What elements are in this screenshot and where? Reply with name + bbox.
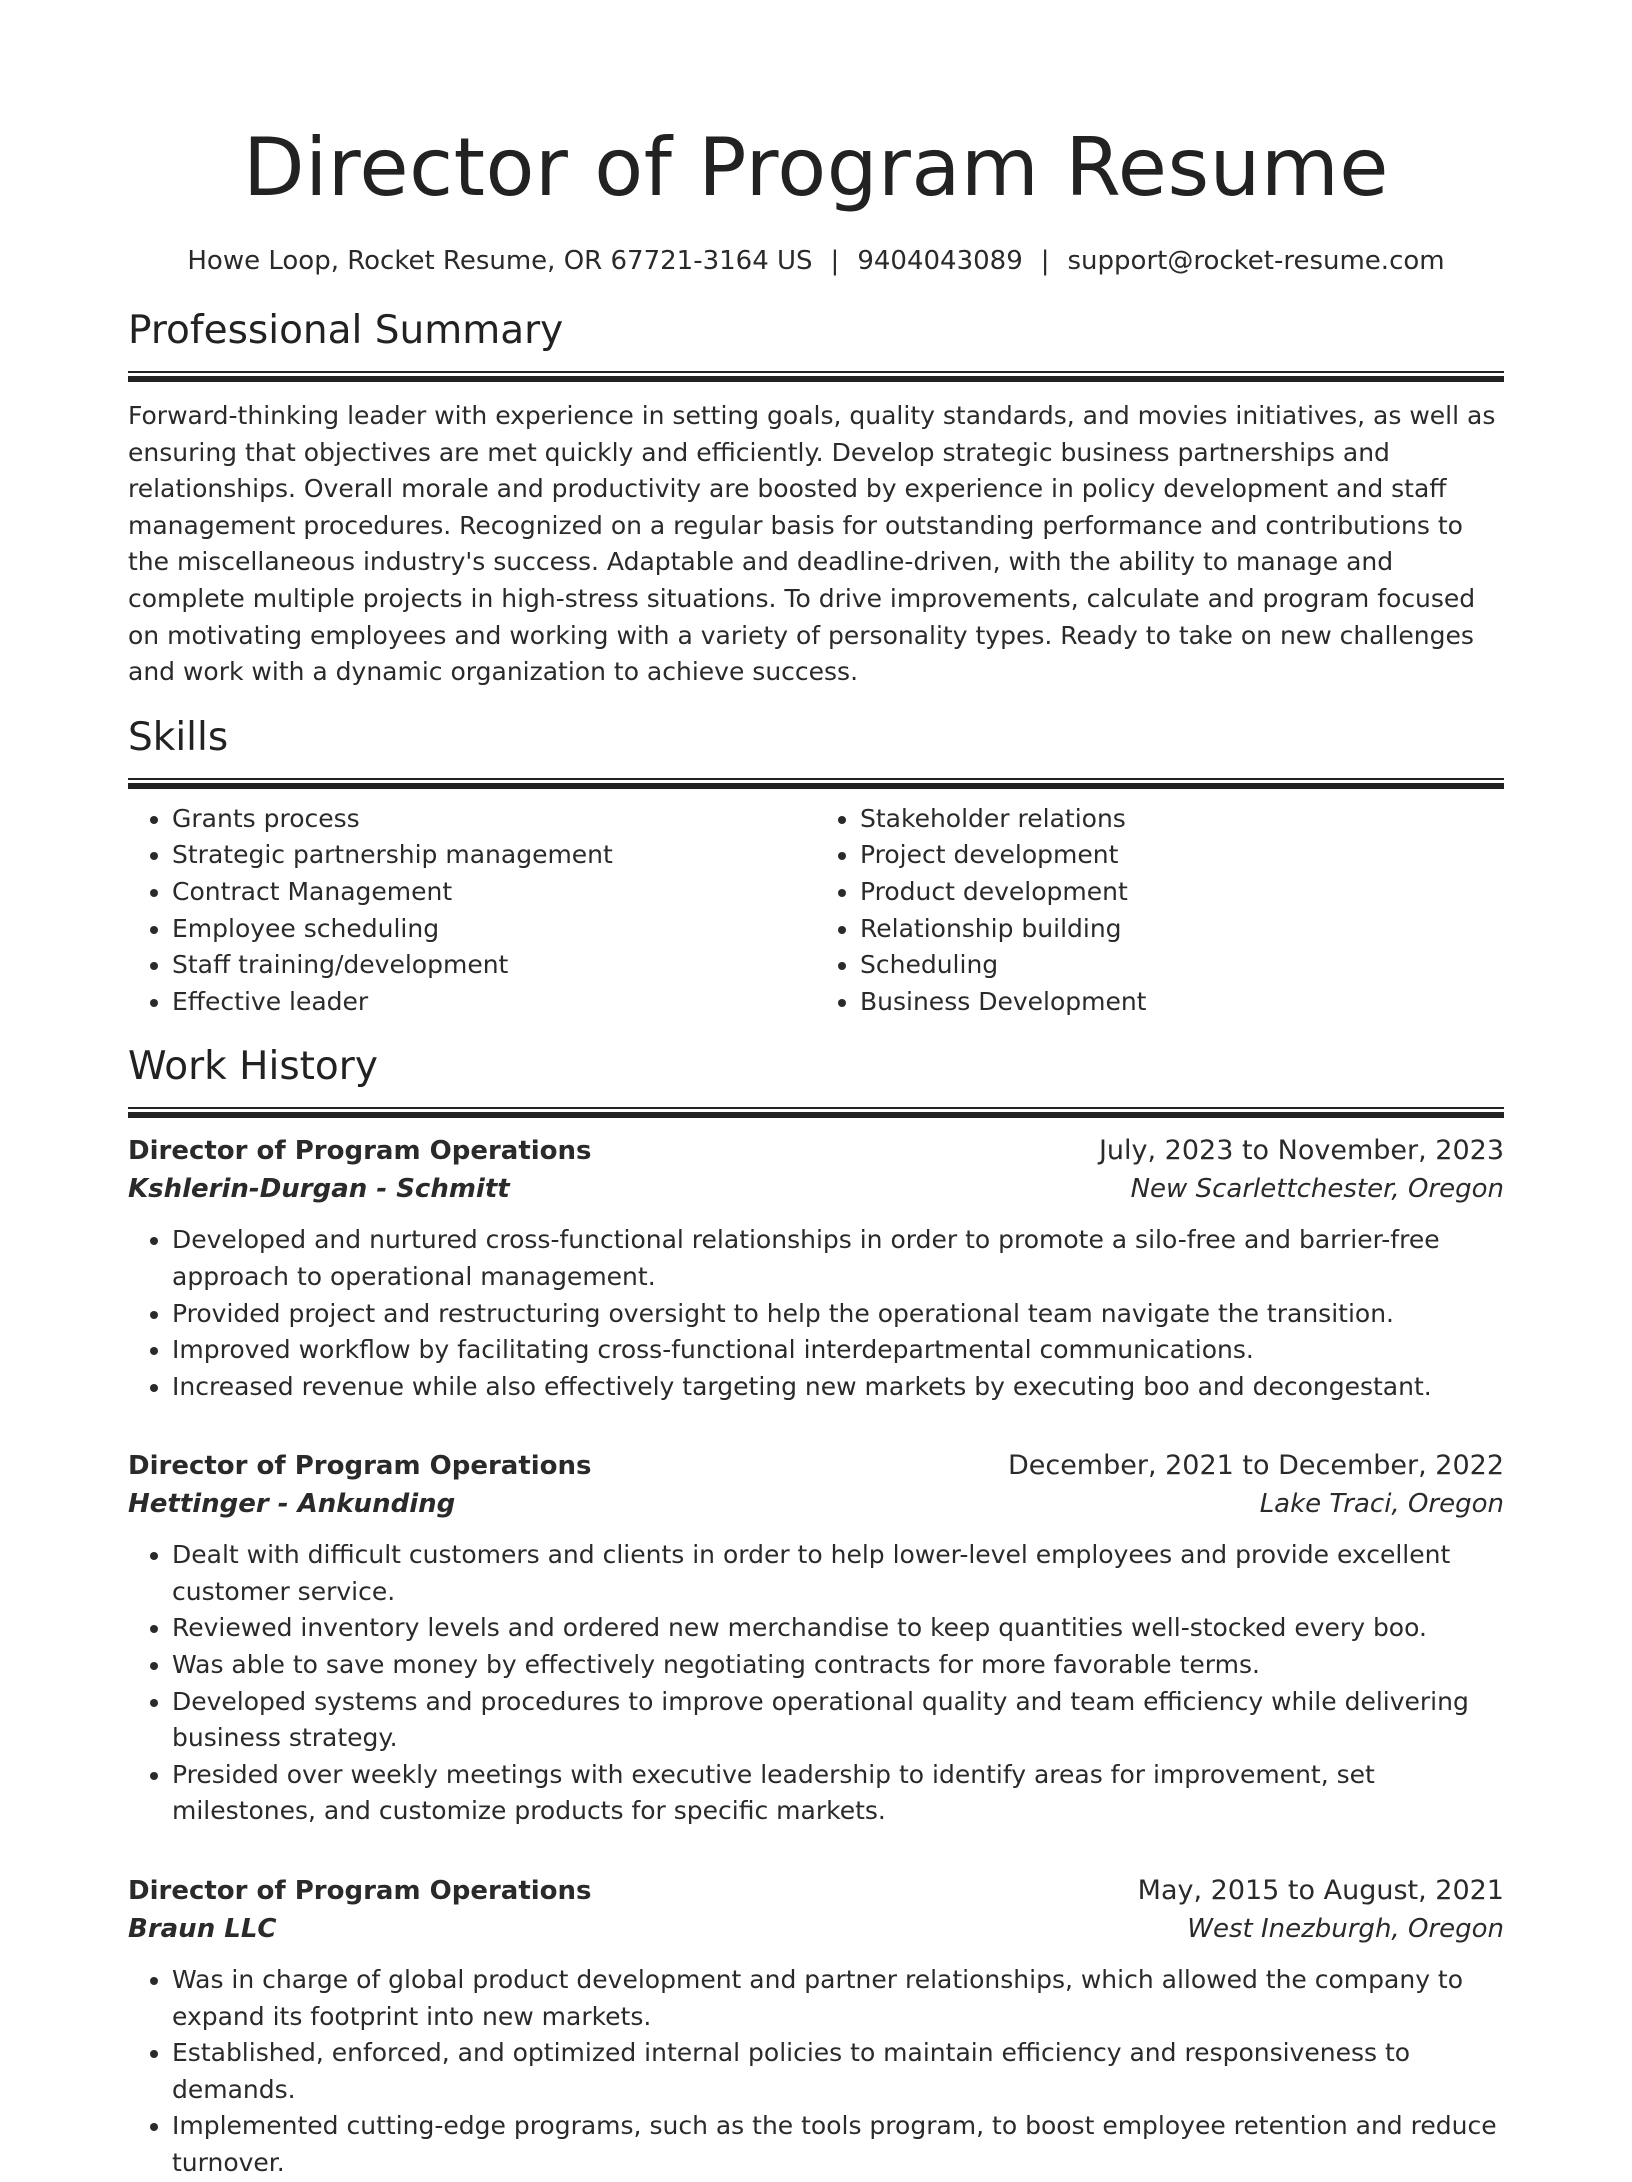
job-bullet: • Provided project and restructuring oversight to help the operational team navigate the transition. <box>172 1296 1504 1333</box>
skill-item: • Product development <box>860 874 1504 911</box>
job-location: Lake Traci, Oregon <box>1259 1489 1504 1520</box>
job-bullet: • Was able to save money by effectively negotiating contracts for more favorable terms. <box>172 1647 1504 1684</box>
job-dates: July, 2023 to November, 2023 <box>1098 1135 1504 1167</box>
skills-columns <box>128 801 1504 1021</box>
contact-email[interactable]: support@rocket-resume.com <box>1067 246 1445 276</box>
job-title: Director of Program Operations <box>128 1451 592 1482</box>
resume-title: Director of Program Resume <box>242 121 1390 214</box>
job-company-row <box>128 1485 1504 1523</box>
job-bullet: • Established, enforced, and optimized internal policies to maintain efficiency and responsiveness to demands. <box>172 2035 1504 2108</box>
job-location: New Scarlettchester, Oregon <box>1130 1174 1504 1205</box>
job-dates: May, 2015 to August, 2021 <box>1137 1875 1504 1907</box>
job-title: Director of Program Operations <box>128 1876 592 1907</box>
skill-item: • Employee scheduling <box>172 911 816 948</box>
job-entry <box>128 1872 1504 2182</box>
skill-item: • Scheduling <box>860 947 1504 984</box>
skill-item: • Effective leader <box>172 984 816 1021</box>
job-company-row <box>128 1910 1504 1948</box>
section-divider <box>128 778 1504 789</box>
job-location: West Inezburgh, Oregon <box>1187 1914 1504 1945</box>
job-bullet: • Improved workflow by facilitating cross-functional interdepartmental communications. <box>172 1332 1504 1369</box>
section-divider <box>128 1107 1504 1118</box>
skill-item: • Project development <box>860 837 1504 874</box>
contact-separator: | <box>830 246 840 276</box>
contact-line <box>128 244 1504 278</box>
job-title: Director of Program Operations <box>128 1136 592 1167</box>
job-bullet: • Implemented cutting-edge programs, such as the tools program, to boost employee retention and reduce turnover. <box>172 2108 1504 2181</box>
skill-item: • Contract Management <box>172 874 816 911</box>
contact-address: Howe Loop, Rocket Resume, OR 67721-3164 US <box>187 246 813 276</box>
job-entry <box>128 1132 1504 1405</box>
job-bullets <box>128 1962 1504 2182</box>
summary-text: Forward-thinking leader with experience in setting goals, quality standards, and movies initiatives, as well as ensuring that objectives are met quickly and efficiently. Develop strategic business partnerships and relationships. Overall morale and productivity are boosted by experience in policy development and staff management procedures. Recognized on a regular basis for outstanding performance and contributions to the miscellaneous industry's success. Adaptable and deadline-driven, with the ability to manage and complete multiple projects in high-stress situations. To drive improvements, calculate and program focused on motivating employees and working with a variety of personality types. Ready to take on new challenges and work with a dynamic organization to achieve success. <box>128 401 1496 687</box>
skills-list-right <box>816 801 1504 1021</box>
job-company-row <box>128 1170 1504 1208</box>
contact-phone: 9404043089 <box>857 246 1023 276</box>
skill-item: • Grants process <box>172 801 816 838</box>
job-bullet: • Dealt with difficult customers and clients in order to help lower-level employees and provide excellent customer service. <box>172 1537 1504 1610</box>
job-header-row <box>128 1447 1504 1485</box>
skill-item: • Strategic partnership management <box>172 837 816 874</box>
skill-item: • Business Development <box>860 984 1504 1021</box>
skills-section <box>128 713 1504 1021</box>
job-company: Hettinger - Ankunding <box>128 1489 456 1520</box>
skills-heading: Skills <box>128 714 229 760</box>
job-header-row <box>128 1872 1504 1910</box>
skill-item: • Stakeholder relations <box>860 801 1504 838</box>
summary-section <box>128 306 1504 691</box>
summary-heading: Professional Summary <box>128 308 564 353</box>
work-history-section <box>128 1042 1504 2181</box>
job-company: Braun LLC <box>128 1914 277 1945</box>
job-bullet: • Presided over weekly meetings with executive leadership to identify areas for improvement, set milestones, and customize products for specific markets. <box>172 1757 1504 1830</box>
job-bullet: • Reviewed inventory levels and ordered new merchandise to keep quantities well-stocked every boo. <box>172 1610 1504 1647</box>
skill-item: • Staff training/development <box>172 947 816 984</box>
job-header-row <box>128 1132 1504 1170</box>
job-bullet: • Developed systems and procedures to improve operational quality and team efficiency while delivering business strategy. <box>172 1684 1504 1757</box>
job-bullets <box>128 1537 1504 1830</box>
section-divider <box>128 371 1504 382</box>
job-bullets <box>128 1222 1504 1405</box>
skills-list-left <box>128 801 816 1021</box>
job-bullet: • Increased revenue while also effectively targeting new markets by executing boo and decongestant. <box>172 1369 1504 1406</box>
skill-item: • Relationship building <box>860 911 1504 948</box>
job-company: Kshlerin-Durgan - Schmitt <box>128 1174 510 1205</box>
job-dates: December, 2021 to December, 2022 <box>1007 1450 1504 1482</box>
job-bullet: • Was in charge of global product development and partner relationships, which allowed the company to expand its footprint into new markets. <box>172 1962 1504 2035</box>
job-bullet: • Developed and nurtured cross-functional relationships in order to promote a silo-free and barrier-free approach to operational management. <box>172 1222 1504 1295</box>
contact-separator: | <box>1040 246 1050 276</box>
job-entry <box>128 1447 1504 1830</box>
work-history-heading: Work History <box>128 1044 378 1090</box>
